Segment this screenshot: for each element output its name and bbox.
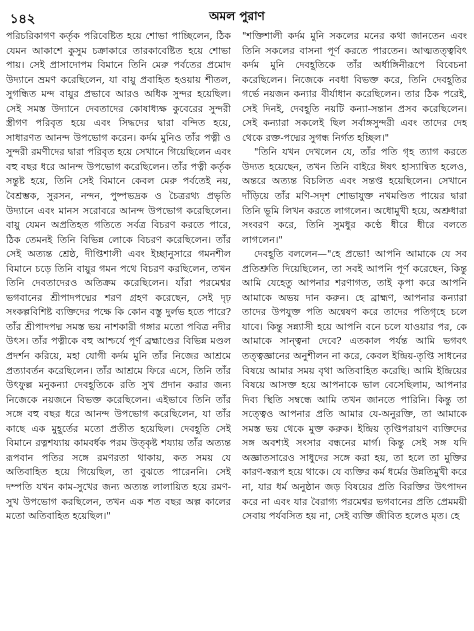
page-number: ১৪২: [10, 12, 36, 27]
left-paragraph: পরিচরিকাগণ কর্তৃক পরিবেষ্টিত হয়ে শোভা পাচ্ছিলেন, ঠিক যেমন আকাশে কুসুম চক্রাকারে তারকাবেষ্টিত হয়ে শোভা পায়। সেই প্রাসাদোপম বিমানে তিনি মেরু পর্বতের প্রমোদ উদ্যানে ভ্রমণ করেছিলেন, যা বায়ু প্রবাহিত হওয়ায় শীতল, সুগন্ধিত মন্দ বায়ুর প্রভাবে আরও অধিক সুন্দর হয়েছিল। সেই সমস্ত উদ্যানে দেবতাদের কোষাধ্যক্ষ কুবেরের সুন্দরী স্ত্রীগণ পরিবৃত হয়ে এবং সিদ্ধদের দ্বারা বন্দিত হয়ে, সাধারণত আনন্দ উপভোগ করেন। কর্দম মুনিও তাঁর পত্নী ও সুন্দরী রমণীদের দ্বারা পরিবৃত হয়ে সেখানে গিয়েছিলেন এবং বহু বছর ধরে আনন্দ উপভোগ করেছিলেন। তাঁর পত্নী কর্তৃক সন্তুষ্ট হয়ে, তিনি সেই বিমানে কেবল মেরু পর্বতেই নয়, বৈশ্রম্ভক, সুরসন, নন্দন, পুষ্পভদ্রক ও চৈত্ররথ্য প্রভৃতি উদ্যানে এবং মানস সরোবরে আনন্দ উপভোগ করেছিলেন। বায়ু যেমন অপ্রতিহত গতিতে সর্বত্র বিচরণ করতে পারে, ঠিক তেমনই তিনি বিভিন্ন লোকে বিচরণ করেছিলেন। তাঁর সেই অত্যন্ত শ্রেষ্ঠ, দীপ্তিশালী এবং ইচ্ছানুসারে গমনশীল বিমানে চড়ে তিনি বায়ুর গমন পথে বিচরণ করছিলেন, তখন তিনি দেবতাদেরও অতিক্রম করেছিলেন। যাঁরা পরমেশ্বর ভগবানের শ্রীপাদপদ্মের শরণ গ্রহণ করেছেন, সেই দৃঢ় সংকল্পবিশিষ্ট ব্যক্তিদের পক্ষে কি কোন বস্তু দুর্লভ হতে পারে? তাঁর শ্রীপাদপদ্ম সমস্ত ভয় নাশকারী গঙ্গার মতো পবিত্র নদীর উৎস। তাঁর পত্নীকে বহু আশ্চর্যে পূর্ণ ব্রহ্মাণ্ডের বিভিন্ন মণ্ডল প্রদর্শন করিয়ে, মহা যোগী কর্দম মুনি তাঁর নিজের আশ্রমে প্রত্যাবর্তন করেছিলেন। তাঁর আশ্রমে ফিরে এসে, তিনি তাঁর উৎফুল্ল মনুকন্যা দেবহূতিকে রতি সুখ প্রদান করার জন্য নিজেকে নয়জনে বিভক্ত করেছিলেন। এইভাবে তিনি তাঁর সঙ্গে বহু বছর ধরে আনন্দ উপভোগ করেছিলেন, যা তাঁর কাছে এক মুহূর্তের মতো প্রতীত হয়েছিল। দেবহূতি সেই বিমানে রত্নশয্যায় কামবর্ধক পরম উত্কৃষ্ট শয্যায় তাঁর অত্যন্ত রূপবান পতির সঙ্গে রমণরতা থাকায়, কত সময় যে অতিবাহিত হয়ে গিয়েছিল, তা বুঝতে পারেননি। সেই দম্পতি যখন কাম-সুখের জন্য অত্যন্ত লালায়িত হয়ে রমণ-সুখ উপভোগ করছিলেন, তখন এক শত বছর অল্প কালের মতো অতিবাহিত হয়েছিল।": [6, 31, 231, 523]
running-title: অমল পুরাণ: [209, 9, 265, 23]
right-paragraph-2: "তিনি যখন দেখলেন যে, তাঁর পতি গৃহ ত্যাগ করতে উদ্যত হয়েছেন, তখন তিনি বাইরে ঈষৎ হাস্যান্বিত হলেও, অন্তরে অত্যন্ত বিচলিত এবং সন্তপ্ত হয়েছিলেন। সেখানে দাঁড়িয়ে তাঁর মণি-সদৃশ শোভাযুক্ত নখমণ্ডিত পায়ের দ্বারা তিনি ভূমি লিখন করতে লাগলেন। অধোমুখী হয়ে, অশ্রুধারা সংবরণ করে, তিনি সুমধুর কণ্ঠে ধীরে ধীরে বলতে লাগলেন।": [242, 147, 467, 246]
right-text-column: [242, 30, 467, 625]
right-paragraph-1: "শক্তিশালী কর্দম মুনি সকলের মনের কথা জানতেন এবং তিনি সকলের বাসনা পূর্ণ করতে পারতেন। আত্মতত্ত্ববিৎ কর্দম মুনি দেবহূতিকে তাঁর অর্ধাঙ্গিনীরূপে বিবেচনা করেছিলেন। নিজেকে নবধা বিভক্ত করে, তিনি দেবহূতির গর্ভে নয়জন কন্যার বীর্যাধান করেছিলেন। তার ঠিক পরেই, সেই দিনই, দেবহূতি নয়টি কন্যা-সন্তান প্রসব করেছিলেন। সেই কন্যারা সকলেই ছিল সর্বাঙ্গসুন্দরী এবং তাদের দেহ থেকে রক্ত-পদ্মের সুগন্ধ নির্গত হচ্ছিল।": [242, 31, 467, 144]
right-paragraph-3: দেবহূতি বললেন—"হে প্রভো! আপনি আমাকে যে সব প্রতিশ্রুতি দিয়েছিলেন, তা সবই আপনি পূর্ণ করেছেন, কিন্তু আমি যেহেতু আপনার শরণাগত, তাই কৃপা করে আপনি আমাকে অভয় দান করুন। হে ব্রাহ্মণ, আপনার কন্যারা তাদের উপযুক্ত পতি অন্বেষণ করে তাদের পতিগৃহে চলে যাবে। কিন্তু সন্ন্যাসী হয়ে আপনি বনে চলে যাওয়ার পর, কে আমাকে সান্ত্বনা দেবে? এতকাল পর্যন্ত আমি ভগবৎ তত্ত্বজ্ঞানের অনুশীলন না করে, কেবল ইন্দ্রিয়-তৃপ্তি সাধনের বিষয়ে আমার সময় বৃথা অতিবাহিত করেছি। আমি ইন্দ্রিয়ের বিষয়ে আসক্ত হয়ে আপনাকে ভাল বেসেছিলাম, আপনার দিব্য স্থিতি সম্বন্ধে আমি তখন জানতে পারিনি। কিন্তু তা সত্ত্বেও আপনার প্রতি আমার যে-অনুরক্তি, তা আমাকে সমস্ত ভয় থেকে মুক্ত করুক। ইন্দ্রিয় তৃপ্তিপরায়ণ ব্যক্তিদের সঙ্গ অবশ্যই সংসার বন্ধনের মার্গ। কিন্তু সেই সঙ্গ যদি অজ্ঞাতসারেও সাধুদের সঙ্গে করা হয়, তা হলে তা মুক্তির কারণ-স্বরূপ হয়ে থাকে। যে ব্যক্তির কর্ম ধর্মের উন্নতিমুখী করে না, যার ধর্ম অনুষ্ঠান জড় বিষয়ের প্রতি বিরক্তির উৎপাদন করে না এবং যার বৈরাগ্য পরমেশ্বর ভগবানের প্রতি প্রেমময়ী সেবায় পর্যবসিত হয় না, সেই ব্যক্তি জীবিত হলেও মৃত। হে: [242, 249, 467, 523]
left-text-column: [6, 30, 231, 625]
